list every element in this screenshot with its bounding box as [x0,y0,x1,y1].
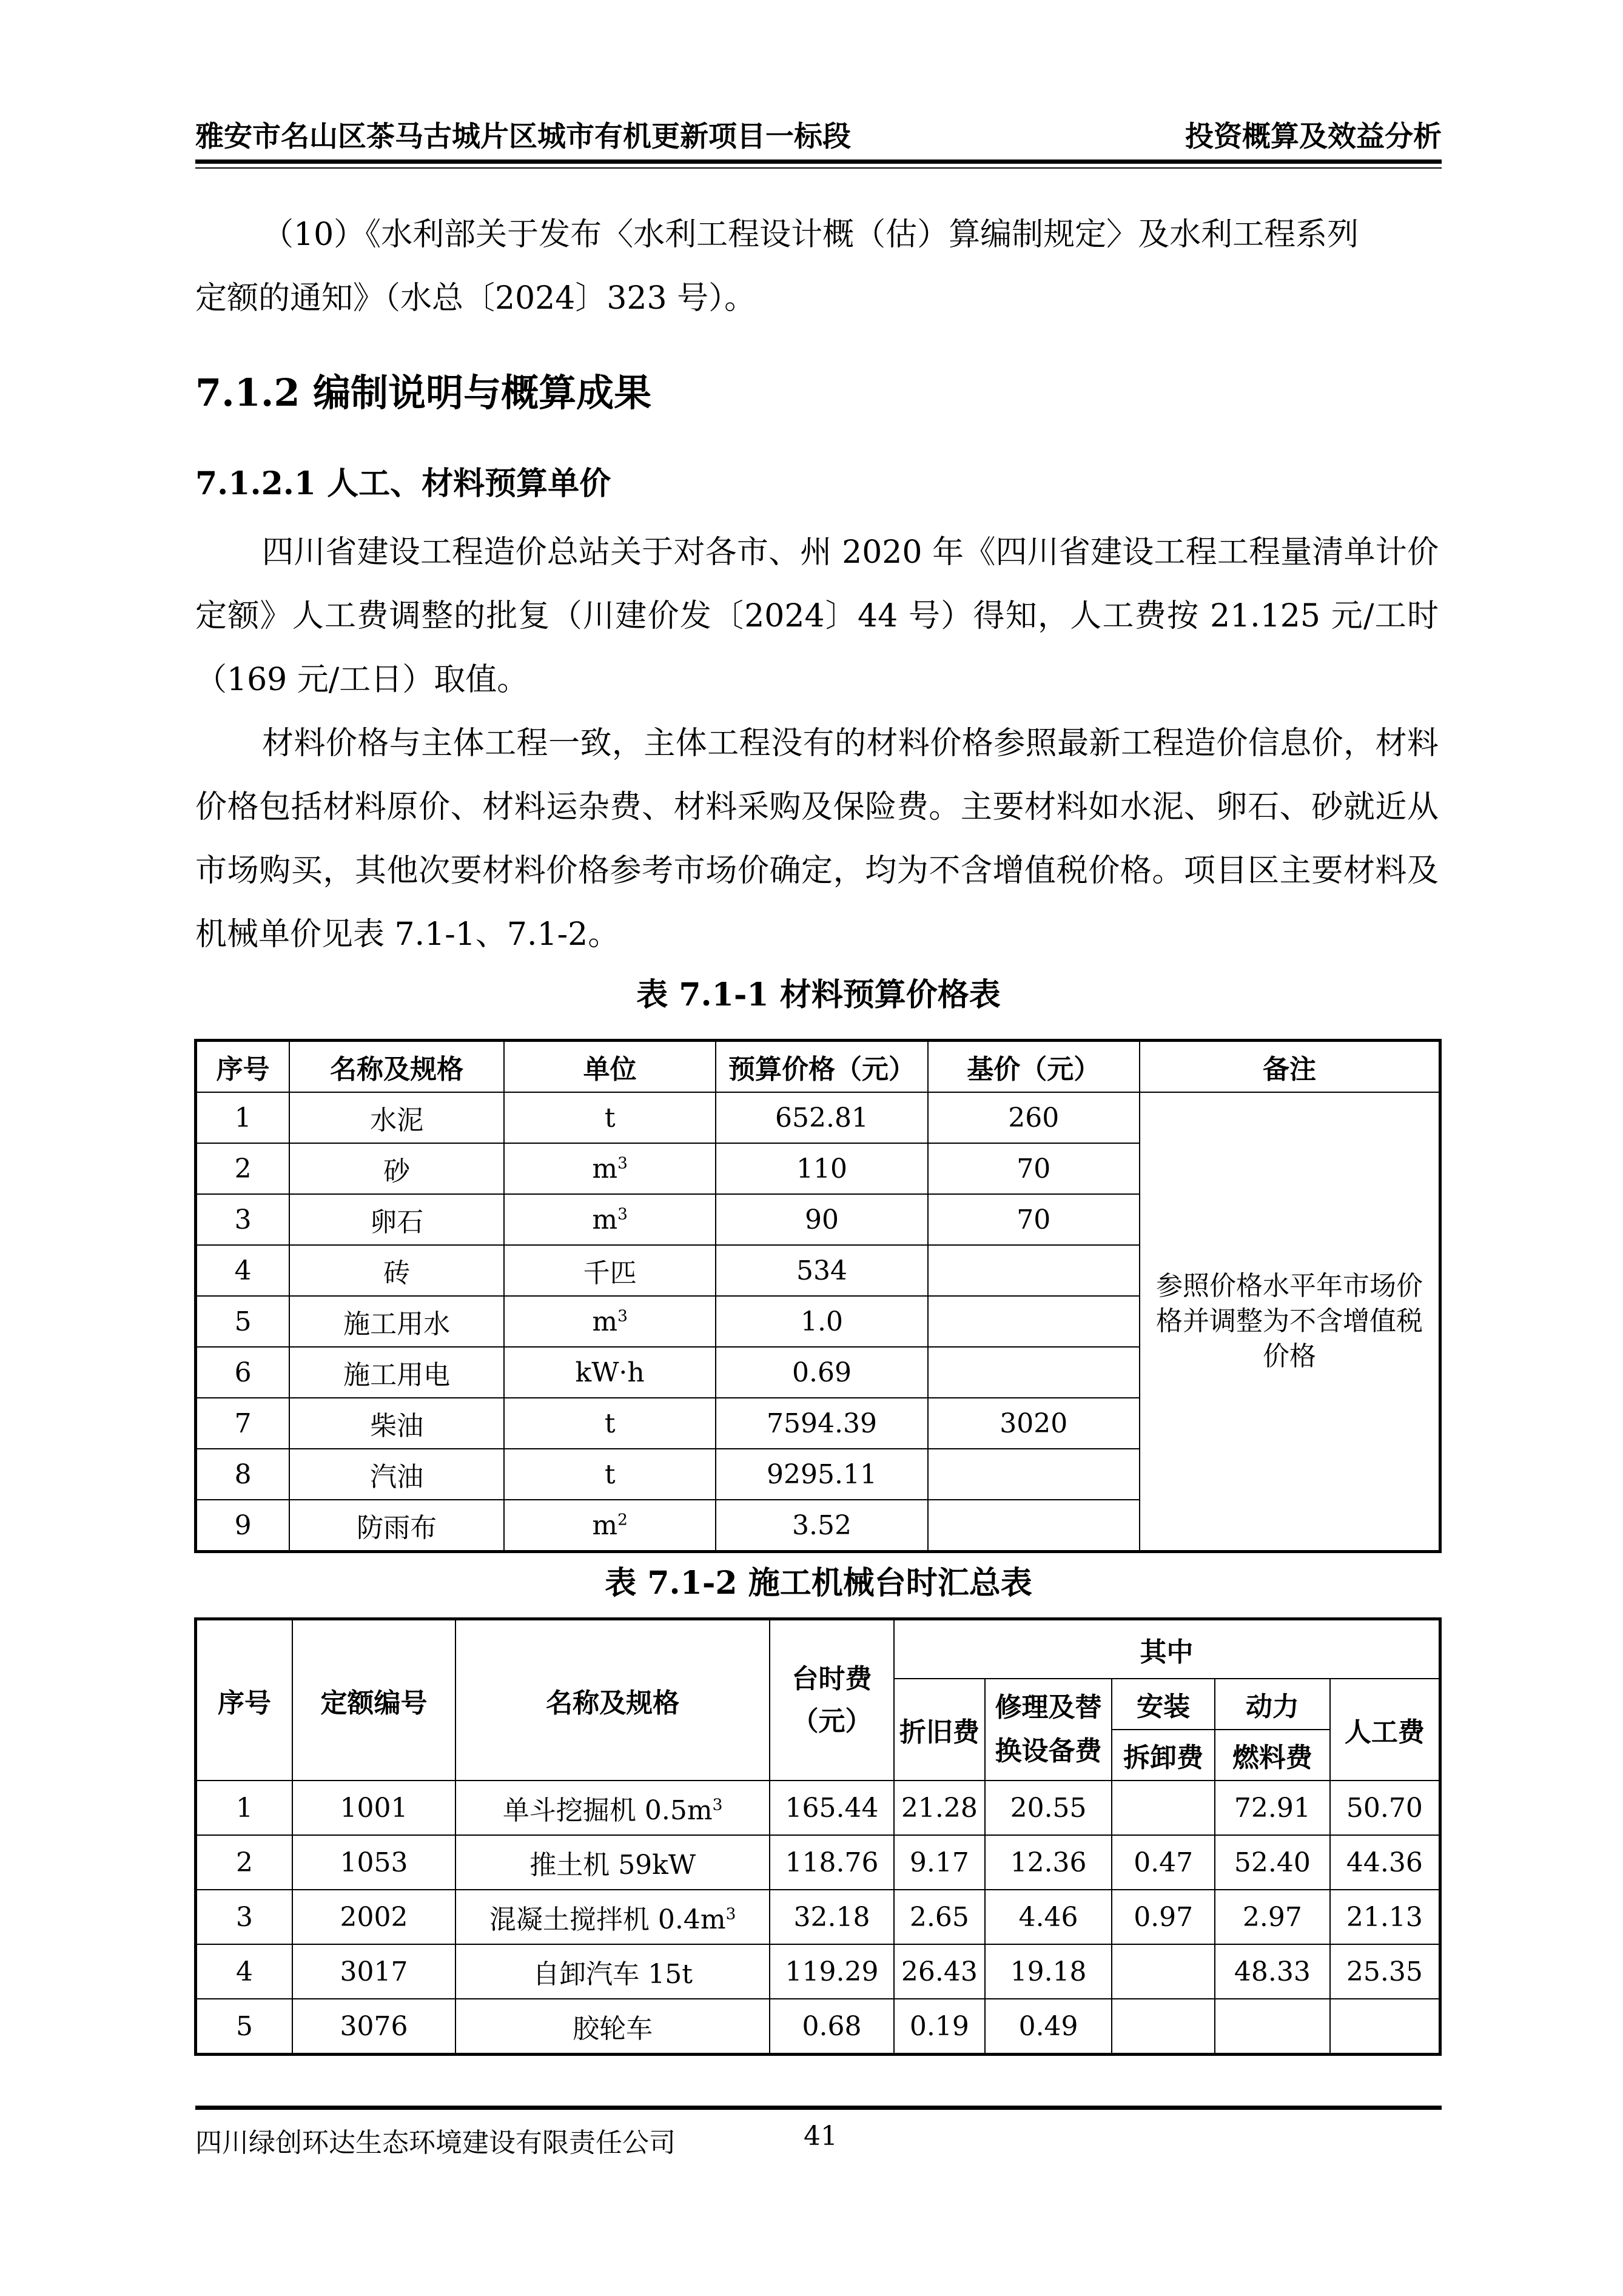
cell-base: 70 [928,1194,1140,1245]
remark-note: 参照价格水平年市场价格并调整为不含增值税价格 [1140,1092,1440,1552]
cell-labor: 25.35 [1330,1944,1440,1999]
cell-name: 柴油 [289,1398,504,1449]
cell-price: 534 [716,1245,927,1296]
cell-labor: 21.13 [1330,1890,1440,1944]
cell-labor [1330,1999,1440,2055]
cell-price: 3.52 [716,1500,927,1552]
cell-power [1215,1999,1330,2055]
cell-name: 自卸汽车 15t [455,1944,770,1999]
cell-power: 48.33 [1215,1944,1330,1999]
cell-name: 施工用水 [289,1296,504,1347]
cell-unit: $m^2$ [504,1500,716,1552]
cell-repair: 0.49 [985,1999,1112,2055]
cell-code: 1053 [292,1835,455,1890]
table2-caption: 表 7.1-2 施工机械台时汇总表 [605,1565,1032,1602]
cell-price: 90 [716,1194,927,1245]
col-header-depreciation: 折旧费 [894,1679,985,1781]
cell-name: 防雨布 [289,1500,504,1552]
cell-price: 7594.39 [716,1398,927,1449]
col-header-hourly-cost: 台时费 （元） [770,1619,894,1781]
paragraph-material-price: 材料价格与主体工程一致，主体工程没有的材料价格参照最新工程造价信息价，材料价格包括材料原价、材料运杂费、材料采购及保险费。主要材料如水泥、卵石、砂就近从市场购买，其他次要材料价格参考市场价确定，均为不含增值税价格。项目区主要材料及机械单价见表 7.1-1、7.1-2。 [195,725,1439,953]
cell-base [928,1347,1140,1398]
cell-code: 3017 [292,1944,455,1999]
table-header-row [196,1619,1440,1679]
cell-depr: 9.17 [894,1835,985,1890]
cell-no: 2 [196,1835,292,1890]
cell-install [1112,1944,1215,1999]
cell-power: 72.91 [1215,1781,1330,1835]
cell-no: 4 [196,1944,292,1999]
col-header-repair: 修理及替 换设备费 [985,1679,1112,1781]
cell-cost: 119.29 [770,1944,894,1999]
cell-no: 5 [196,1296,290,1347]
reference-item-10-line1: （10）《水利部关于发布〈水利工程设计概（估）算编制规定〉及水利工程系列 [262,217,1359,253]
paragraph-labor-cost: 四川省建设工程造价总站关于对各市、州 2020 年《四川省建设工程工程量清单计价定额》人工费调整的批复（川建价发〔2024〕44 号）得知，人工费按 21.125 元/工时（169 元/工日）取值。 [195,534,1439,698]
cell-unit: t [504,1398,716,1449]
cell-name: 单斗挖掘机 $0.5m^3$ [455,1781,770,1835]
cell-depr: 21.28 [894,1781,985,1835]
cell-name: 水泥 [289,1092,504,1143]
col-header-name: 名称及规格 [455,1619,770,1781]
cell-cost: 165.44 [770,1781,894,1835]
cell-unit: $m^3$ [504,1143,716,1194]
cell-no: 5 [196,1999,292,2055]
cell-name: 砖 [289,1245,504,1296]
cell-code: 2002 [292,1890,455,1944]
cell-depr: 26.43 [894,1944,985,1999]
cell-no: 8 [196,1449,290,1500]
col-header-no: 序号 [196,1041,290,1093]
cell-unit: $m^3$ [504,1296,716,1347]
table1-caption: 表 7.1-1 材料预算价格表 [636,976,1001,1013]
cell-repair: 19.18 [985,1944,1112,1999]
cell-depr: 2.65 [894,1890,985,1944]
cell-no: 1 [196,1092,290,1143]
cell-base [928,1296,1140,1347]
cell-price: 652.81 [716,1092,927,1143]
cell-base [928,1449,1140,1500]
cell-price: 0.69 [716,1347,927,1398]
cell-name: 汽油 [289,1449,504,1500]
cell-code: 1001 [292,1781,455,1835]
cell-install [1112,1999,1215,2055]
cell-price: 1.0 [716,1296,927,1347]
cell-name: 砂 [289,1143,504,1194]
cell-repair: 4.46 [985,1890,1112,1944]
header-rule-thin [195,167,1442,169]
table-row [196,1944,1440,1999]
header-section: 投资概算及效益分析 [1185,120,1442,153]
cell-no: 3 [196,1194,290,1245]
cell-no: 6 [196,1347,290,1398]
cell-name: 施工用电 [289,1347,504,1398]
section-heading: 7.1.2 编制说明与概算成果 [195,371,652,415]
cell-unit: t [504,1092,716,1143]
col-header-install-1: 安装 [1112,1679,1215,1730]
col-header-budget-price: 预算价格（元） [716,1041,927,1093]
table-row [196,1835,1440,1890]
cell-base: 3020 [928,1398,1140,1449]
cell-unit: 千匹 [504,1245,716,1296]
cell-unit: kW·h [504,1347,716,1398]
cell-no: 1 [196,1781,292,1835]
cell-code: 3076 [292,1999,455,2055]
cell-unit: $m^3$ [504,1194,716,1245]
cell-name: 卵石 [289,1194,504,1245]
cell-cost: 32.18 [770,1890,894,1944]
col-header-remark: 备注 [1140,1041,1440,1093]
cell-no: 2 [196,1143,290,1194]
table-row [196,1999,1440,2055]
header-title: 雅安市名山区茶马古城片区城市有机更新项目一标段 [195,120,851,153]
cell-name: 胶轮车 [455,1999,770,2055]
table-row [196,1781,1440,1835]
cell-name: 推土机 59kW [455,1835,770,1890]
col-header-power-1: 动力 [1215,1679,1330,1730]
cell-power: 2.97 [1215,1890,1330,1944]
col-header-no: 序号 [196,1619,292,1781]
cell-labor: 44.36 [1330,1835,1440,1890]
footer-rule [195,2106,1442,2110]
cell-no: 4 [196,1245,290,1296]
col-header-among: 其中 [894,1619,1440,1679]
col-header-labor: 人工费 [1330,1679,1440,1781]
cell-base [928,1245,1140,1296]
reference-item-10-line2: 定额的通知》（水总〔2024〕323 号）。 [195,280,756,317]
cell-price: 9295.11 [716,1449,927,1500]
col-header-code: 定额编号 [292,1619,455,1781]
table-row [196,1092,1440,1143]
cell-base [928,1500,1140,1552]
col-header-power-2: 燃料费 [1215,1730,1330,1781]
col-header-name: 名称及规格 [289,1041,504,1093]
cell-cost: 0.68 [770,1999,894,2055]
cell-repair: 20.55 [985,1781,1112,1835]
machinery-hourly-table [194,1617,1442,2056]
cell-base: 70 [928,1143,1140,1194]
table-header-row [196,1041,1440,1093]
cell-power: 52.40 [1215,1835,1330,1890]
cell-install: 0.97 [1112,1890,1215,1944]
cell-name: 混凝土搅拌机 $0.4m^3$ [455,1890,770,1944]
cell-no: 7 [196,1398,290,1449]
material-price-table [194,1039,1442,1553]
footer-company: 四川绿创环达生态环境建设有限责任公司 [195,2127,676,2158]
page-number: 41 [804,2121,838,2152]
cell-price: 110 [716,1143,927,1194]
cell-no: 9 [196,1500,290,1552]
header-rule [195,159,1442,164]
cell-base: 260 [928,1092,1140,1143]
cell-no: 3 [196,1890,292,1944]
col-header-install-2: 拆卸费 [1112,1730,1215,1781]
cell-install: 0.47 [1112,1835,1215,1890]
cell-labor: 50.70 [1330,1781,1440,1835]
cell-cost: 118.76 [770,1835,894,1890]
table-row [196,1890,1440,1944]
col-header-unit: 单位 [504,1041,716,1093]
cell-repair: 12.36 [985,1835,1112,1890]
cell-install [1112,1781,1215,1835]
col-header-base-price: 基价（元） [928,1041,1140,1093]
subsection-heading: 7.1.2.1 人工、材料预算单价 [195,465,611,502]
cell-unit: t [504,1449,716,1500]
cell-depr: 0.19 [894,1999,985,2055]
